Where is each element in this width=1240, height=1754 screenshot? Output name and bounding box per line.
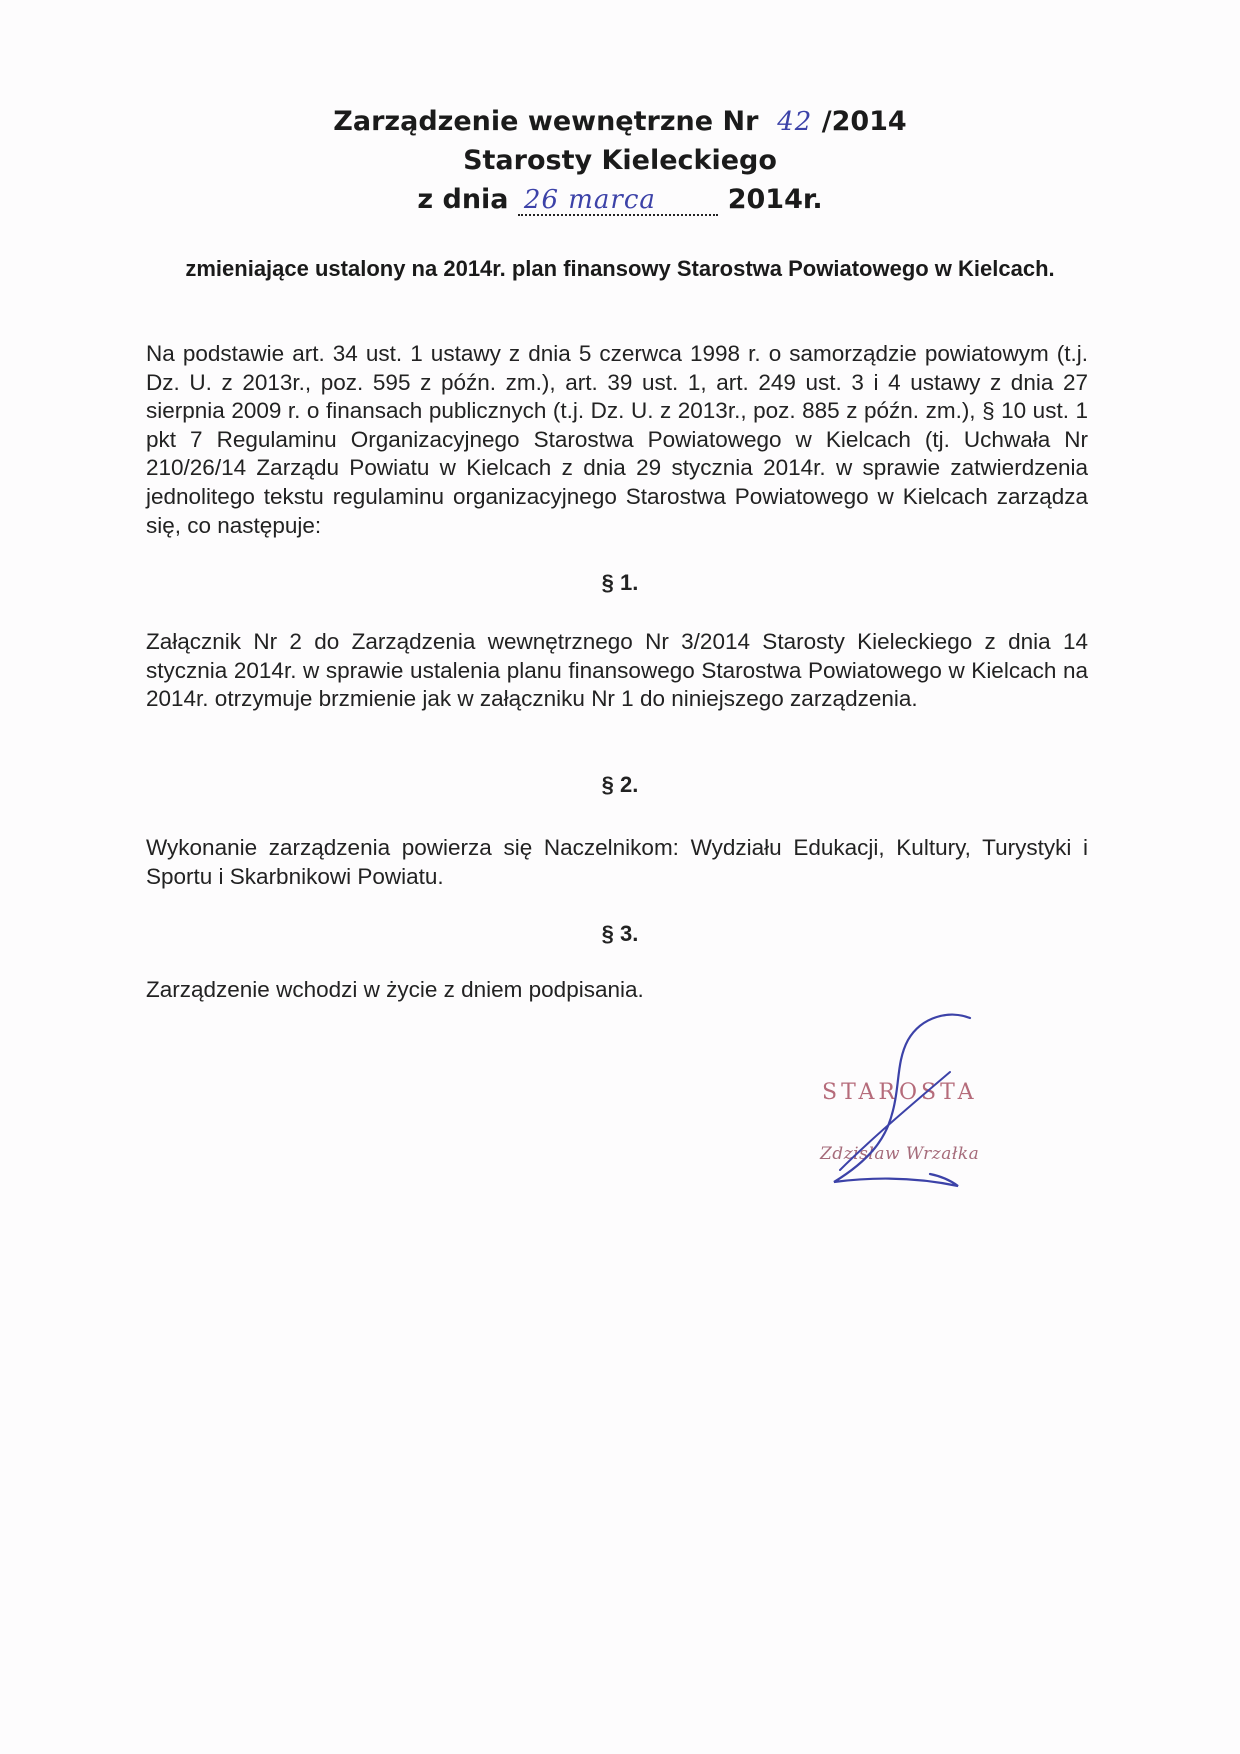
date-prefix: z dnia [417,184,509,215]
handwritten-date: 26 marca [523,185,656,215]
date-field [518,186,718,216]
section-2-text: Wykonanie zarządzenia powierza się Naczelnikom: Wydziału Edukacji, Kultury, Turystyki i Sportu i Skarbnikowi Powiatu. [146,835,1088,889]
title-prefix: Zarządzenie wewnętrzne Nr [333,106,759,137]
stamp-name: Zdzisław Wrzałka [820,1144,980,1164]
handwritten-number: 42 [777,107,813,137]
issuer-line: Starosty Kieleckiego [463,145,777,176]
section-1-text: Załącznik Nr 2 do Zarządzenia wewnętrznego Nr 3/2014 Starosty Kieleckiego z dnia 14 stycznia 2014r. w sprawie ustalenia planu finansowego Starostwa Powiatowego w Kielcach na 2014r. otrzymuje brzmienie jak w załączniku Nr 1 do niniejszego zarządzenia. [146,629,1088,712]
legal-basis-paragraph: Na podstawie art. 34 ust. 1 ustawy z dnia 5 czerwca 1998 r. o samorządzie powiatowym (t.j. Dz. U. z 2013r., poz. 595 z późn. zm.), art. 39 ust. 1, art. 249 ust. 3 i 4 ustawy z dnia 27 sierpnia 2009 r. o finansach publicznych (t.j. Dz. U. z 2013r., poz. 885 z późn. zm.), § 10 ust. 1 pkt 7 Regulaminu Organizacyjnego Starostwa Powiatowego w Kielcach (tj. Uchwała Nr 210/26/14 Zarządu Powiatu w Kielcach z dnia 29 stycznia 2014r. w sprawie zatwierdzenia jednolitego tekstu regulaminu organizacyjnego Starostwa Powiatowego w Kielcach zarządza się, co następuje: [146,341,1088,538]
stamp-title: STAROSTA [822,1080,978,1105]
official-stamp [800,1010,1020,1210]
section-3-text: Zarządzenie wchodzi w życie z dniem podpisania. [146,977,644,1002]
document-title [0,106,1240,137]
document-subtitle: zmieniające ustalony na 2014r. plan finansowy Starostwa Powiatowego w Kielcach. [185,256,1055,281]
handwritten-signature [800,1010,1020,1210]
section-3-heading: § 3. [601,921,639,946]
title-suffix: /2014 [821,106,907,137]
date-suffix: 2014r. [727,184,823,215]
date-line [0,184,1240,216]
section-1-heading: § 1. [601,570,639,595]
section-2-heading: § 2. [601,772,639,797]
